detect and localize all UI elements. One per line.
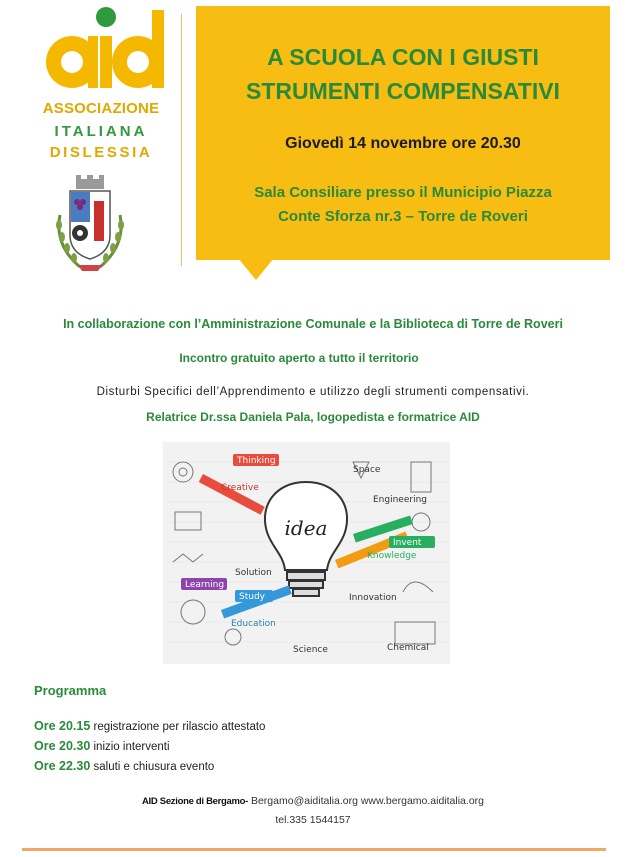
collaboration-text: In collaborazione con l’Amministrazione Comunale e la Biblioteca di Torre de Roveri xyxy=(63,317,563,331)
illustration-word-invent: Invent xyxy=(393,538,422,548)
banner-pointer xyxy=(238,258,274,280)
program-item-time: Ore 20.15 xyxy=(34,719,91,733)
program-item-time: Ore 22.30 xyxy=(34,759,91,773)
event-banner xyxy=(196,6,610,260)
aid-logo-icon xyxy=(44,6,168,96)
topic-text: Disturbi Specifici dell’Apprendimento e utilizzo degli strumenti compensativi. xyxy=(96,386,530,398)
footer-contacts xyxy=(0,795,626,807)
program-item xyxy=(34,719,265,733)
footer-links: Bergamo@aiditalia.org www.bergamo.aiditalia.org xyxy=(248,795,484,807)
illustration-word-solution: Solution xyxy=(235,568,272,578)
logo-text-line1: ASSOCIAZIONE xyxy=(42,100,160,117)
illustration-word-engineering: Engineering xyxy=(373,495,427,505)
program-item-text: registrazione per rilascio attestato xyxy=(90,721,266,733)
program-item xyxy=(34,759,214,773)
illustration-word-knowledge: Knowledge xyxy=(367,551,417,561)
event-title-line2: STRUMENTI COMPENSATIVI xyxy=(246,78,560,104)
event-place-line1: Sala Consiliare presso il Municipio Piazza xyxy=(254,184,552,201)
program-item-text: inizio interventi xyxy=(90,741,170,753)
logo-text-line3: DISLESSIA xyxy=(49,144,153,161)
program-item-text: saluti e chiusura evento xyxy=(90,761,215,773)
logo-text-line2: ITALIANA xyxy=(54,123,148,140)
event-date: Giovedì 14 novembre ore 20.30 xyxy=(285,135,521,152)
footer-org: AID Sezione di Bergamo- xyxy=(141,796,249,807)
program-title: Programma xyxy=(34,683,107,698)
illustration-word-creative: Creative xyxy=(221,483,259,493)
bottom-rule xyxy=(22,848,606,851)
municipal-crest-icon xyxy=(50,175,130,275)
illustration-word-science: Science xyxy=(293,645,328,655)
idea-lightbulb-illustration xyxy=(163,442,450,664)
illustration-word-idea: idea xyxy=(284,516,328,540)
divider-line xyxy=(181,14,182,266)
event-place-line2: Conte Sforza nr.3 – Torre de Roveri xyxy=(278,208,528,225)
program-item-time: Ore 20.30 xyxy=(34,739,91,753)
event-title xyxy=(196,40,610,108)
speaker-text: Relatrice Dr.ssa Daniela Pala, logopedista e formatrice AID xyxy=(146,410,480,424)
illustration-word-space: Space xyxy=(353,465,381,475)
illustration-word-learning: Learning xyxy=(185,580,225,590)
event-place xyxy=(196,181,610,229)
illustration-word-study: Study xyxy=(239,592,265,602)
illustration-word-education: Education xyxy=(231,619,276,629)
event-title-line1: A SCUOLA CON I GIUSTI xyxy=(267,44,539,70)
illustration-word-innovation: Innovation xyxy=(349,593,397,603)
illustration-word-thinking: Thinking xyxy=(237,456,276,466)
illustration-word-chemical: Chemical xyxy=(387,643,429,653)
program-item xyxy=(34,739,170,753)
footer-phone: tel.335 1544157 xyxy=(275,814,351,826)
free-entry-text: Incontro gratuito aperto a tutto il territorio xyxy=(179,351,419,365)
